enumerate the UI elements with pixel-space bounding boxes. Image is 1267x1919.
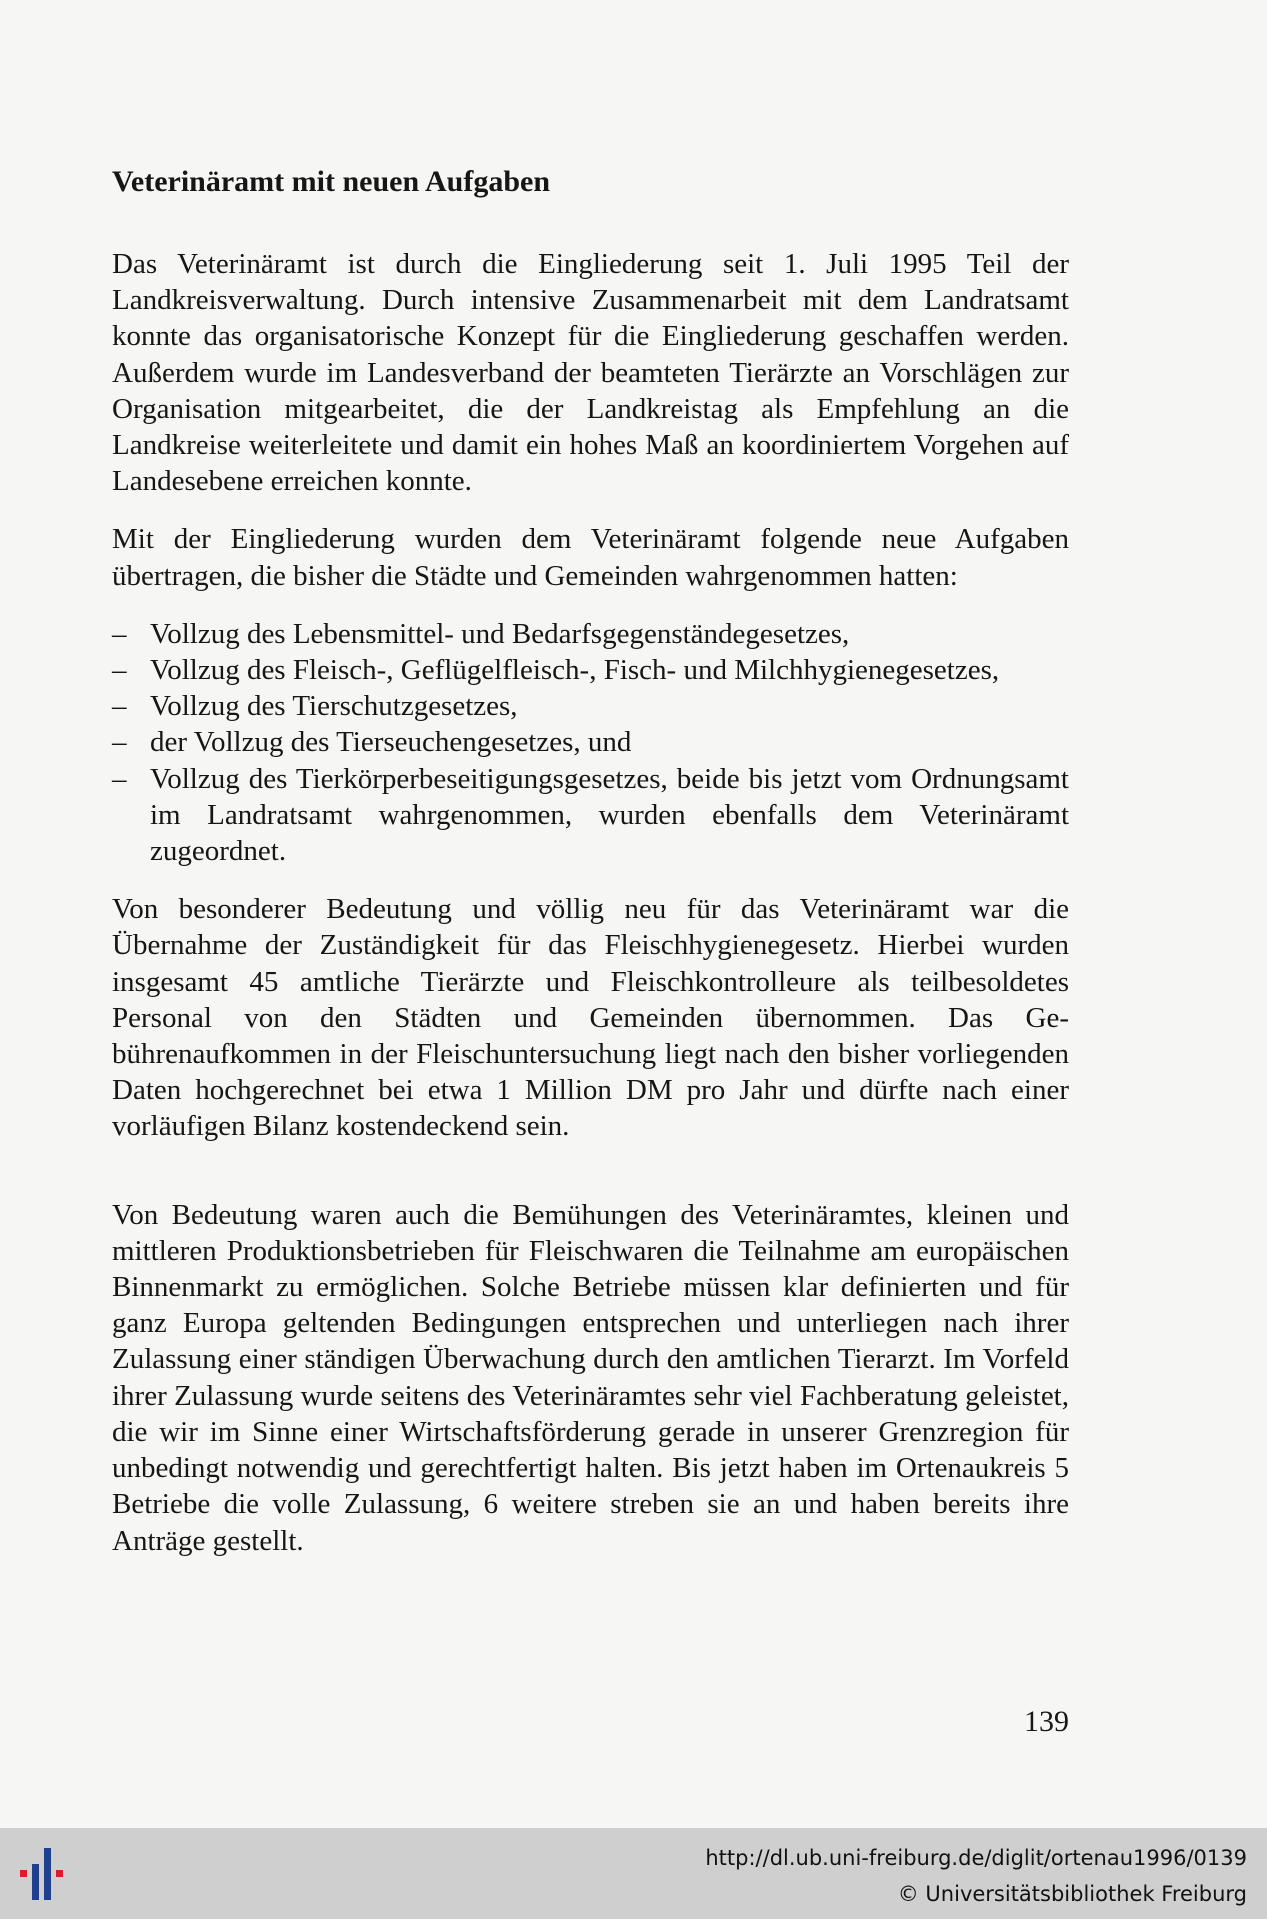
dash-marker: – bbox=[112, 617, 127, 650]
footer-bar bbox=[0, 1828, 1267, 1919]
list-item bbox=[112, 616, 1069, 652]
dash-marker: – bbox=[112, 690, 127, 723]
source-url-link[interactable]: http://dl.ub.uni-freiburg.de/diglit/ortenau1996/0139 bbox=[705, 1846, 1247, 1870]
list-item bbox=[112, 688, 1069, 724]
section-heading: Veterinäramt mit neuen Aufgaben bbox=[112, 165, 551, 198]
article-body bbox=[112, 164, 1069, 1559]
list-item bbox=[112, 652, 1069, 688]
paragraph-3: Von besonderer Bedeutung und völlig neu für das Veterinäramt war die Übernahme der Zuständigkeit für das Fleischhygienegesetz. Hierbei wurden insgesamt 45 amtliche Tierärzte und Fleischkontrolleure als teilbesoldetes Personal von den Städten und Gemeinden übernommen. Das Gebührenaufkommen in der Fleischuntersuchung liegt nach den bisher vorliegenden Daten hochgerechnet bei etwa 1 Million DM pro Jahr und dürfte nach einer vorläufigen Bilanz kostendeckend sein. bbox=[112, 893, 1069, 1143]
paragraph-2: Mit der Eingliederung wurden dem Veterinäramt folgende neue Aufgaben übertragen, die bisher die Städte und Gemeinden wahrgenommen hatten: bbox=[112, 523, 1069, 592]
dash-marker: – bbox=[112, 762, 127, 795]
list-item-text: Vollzug des Tierkörperbeseitigungsgesetzes, beide bis jetzt vom Ordnungsamt im Landratsamt wahrgenommen, wurden ebenfalls dem Veterinäramt zugeordnet. bbox=[150, 762, 1069, 868]
dash-marker: – bbox=[112, 654, 127, 687]
page-number: 139 bbox=[1024, 1705, 1069, 1738]
list-item-text: der Vollzug des Tierseuchengesetzes, und bbox=[150, 726, 632, 759]
list-item bbox=[112, 724, 1069, 760]
list-item-text: Vollzug des Tierschutzgesetzes, bbox=[150, 690, 518, 723]
task-list bbox=[112, 616, 1069, 869]
list-item-text: Vollzug des Fleisch-, Geflügelfleisch-, Fisch- und Milchhygienegesetzes, bbox=[150, 654, 1000, 687]
list-item bbox=[112, 761, 1069, 870]
list-item-text: Vollzug des Lebensmittel- und Bedarfsgegenständegesetzes, bbox=[150, 617, 850, 650]
paragraph-1: Das Veterinäramt ist durch die Eingliederung seit 1. Juli 1995 Teil der Landkreisverwaltung. Durch intensive Zusammenarbeit mit dem Landratsamt konnte das organisatorische Konzept für die Eingliederung geschaffen werden. Außerdem wurde im Landesverband der beamteten Tierärzte an Vorschlägen zur Organisation mitgearbeitet, die der Landkreistag als Empfehlung an die Landkreise weiterleitete und damit ein hohes Maß an koordiniertem Vorgehen auf Landesebene erreichen konnte. bbox=[112, 248, 1069, 498]
dash-marker: – bbox=[112, 726, 127, 759]
ub-freiburg-logo-icon bbox=[16, 1844, 76, 1904]
copyright-notice: © Universitätsbibliothek Freiburg bbox=[897, 1882, 1247, 1906]
paragraph-4: Von Bedeutung waren auch die Bemühungen des Veterinäramtes, kleinen und mittleren Produktionsbetrieben für Fleischwaren die Teilnahme am europäischen Binnenmarkt zu ermöglichen. Solche Betriebe müssen klar definierten und für ganz Europa geltenden Bedingungen entsprechen und unterliegen nach ihrer Zulassung einer ständigen Überwachung durch den amtlichen Tierarzt. Im Vorfeld ihrer Zulassung wurde seitens des Veterinäramtes sehr viel Fachberatung geleistet, die wir im Sinne einer Wirtschaftsförderung gerade in unserer Grenzregion für unbedingt notwendig und gerechtfertigt halten. Bis jetzt haben im Ortenaukreis 5 Betriebe die volle Zulassung, 6 weitere streben sie an und haben bereits ihre Anträge gestellt. bbox=[112, 1198, 1069, 1557]
